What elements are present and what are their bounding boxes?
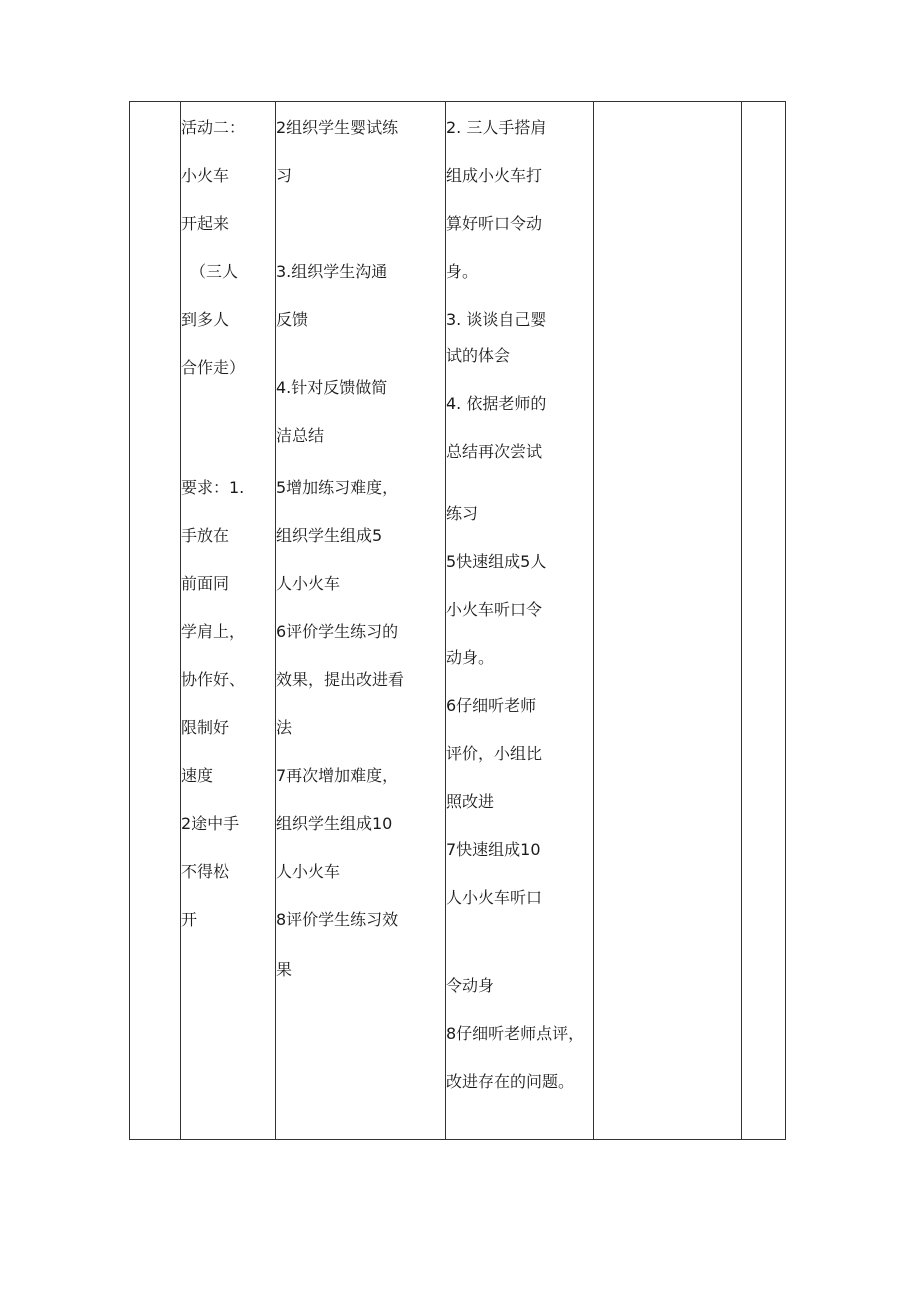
student-activity-line: 照改进	[446, 792, 495, 811]
requirement-line: 前面同	[181, 574, 230, 593]
activity-title-line: 到多人	[181, 310, 230, 329]
student-activity-line: 4. 依据老师的	[446, 394, 547, 413]
requirement-line: 2途中手	[181, 814, 240, 833]
column-divider	[180, 102, 181, 1139]
student-activity-line: 总结再次尝试	[446, 442, 543, 461]
teacher-activity-line: 8评价学生练习效	[276, 910, 399, 929]
student-activity-line: 令动身	[446, 976, 495, 995]
student-activity-line: 改进存在的问题。	[446, 1072, 575, 1091]
student-activity-line: 评价，小组比	[446, 744, 543, 763]
teacher-activity-line: 果	[276, 960, 293, 979]
student-activity-line: 动身。	[446, 648, 495, 667]
teacher-activity-line: 效果，提出改进看	[276, 670, 405, 689]
student-activity-line: 小火车听口令	[446, 600, 543, 619]
requirement-line: 学肩上，	[181, 622, 246, 641]
teacher-activity-line: 7再次增加难度，	[276, 766, 399, 785]
requirement-line: 限制好	[181, 718, 230, 737]
student-activity-line: 6仔细听老师	[446, 696, 537, 715]
teacher-activity-line: 组织学生组成5	[276, 526, 383, 545]
teacher-activity-line: 法	[276, 718, 293, 737]
column-divider	[741, 102, 742, 1139]
column-divider	[275, 102, 276, 1139]
teacher-activity-line: 组织学生组成10	[276, 814, 393, 833]
student-activity-line: 试的体会	[446, 346, 511, 365]
teacher-activity-line: 3.组织学生沟通	[276, 262, 388, 281]
student-activity-line: 身。	[446, 262, 479, 281]
teacher-activity-line: 6评价学生练习的	[276, 622, 399, 641]
teacher-activity-line: 2组织学生婴试练	[276, 118, 399, 137]
teacher-activity-line: 洁总结	[276, 426, 325, 445]
requirement-line: 手放在	[181, 526, 230, 545]
student-activity-line: 算好听口令动	[446, 214, 543, 233]
requirement-line: 速度	[181, 766, 214, 785]
student-activity-line: 练习	[446, 504, 479, 523]
activity-title-line: 开起来	[181, 214, 230, 233]
student-activity-line: 3. 谈谈自己婴	[446, 310, 547, 329]
activity-title-line: （三人	[190, 262, 239, 281]
student-activity-line: 7快速组成10	[446, 840, 541, 859]
requirement-line: 要求：1.	[181, 478, 245, 497]
teacher-activity-line: 习	[276, 166, 293, 185]
teacher-activity-line: 人小火车	[276, 574, 341, 593]
student-activity-line: 5快速组成5人	[446, 552, 547, 571]
student-activity-line: 2. 三人手搭肩	[446, 118, 547, 137]
column-divider	[593, 102, 594, 1139]
teacher-activity-line: 人小火车	[276, 862, 341, 881]
student-activity-line: 组成小火车打	[446, 166, 543, 185]
teacher-activity-line: 4.针对反馈做简	[276, 378, 388, 397]
teacher-activity-line: 5增加练习难度，	[276, 478, 399, 497]
requirement-line: 开	[181, 910, 198, 929]
student-activity-line: 人小火车听口	[446, 888, 543, 907]
activity-title-line: 合作走）	[181, 358, 246, 377]
requirement-line: 不得松	[181, 862, 230, 881]
teacher-activity-line: 反馈	[276, 310, 309, 329]
student-activity-line: 8仔细听老师点评，	[446, 1024, 585, 1043]
activity-title-line: 小火车	[181, 166, 230, 185]
requirement-line: 协作好、	[181, 670, 246, 689]
activity-title-line: 活动二：	[181, 118, 246, 137]
